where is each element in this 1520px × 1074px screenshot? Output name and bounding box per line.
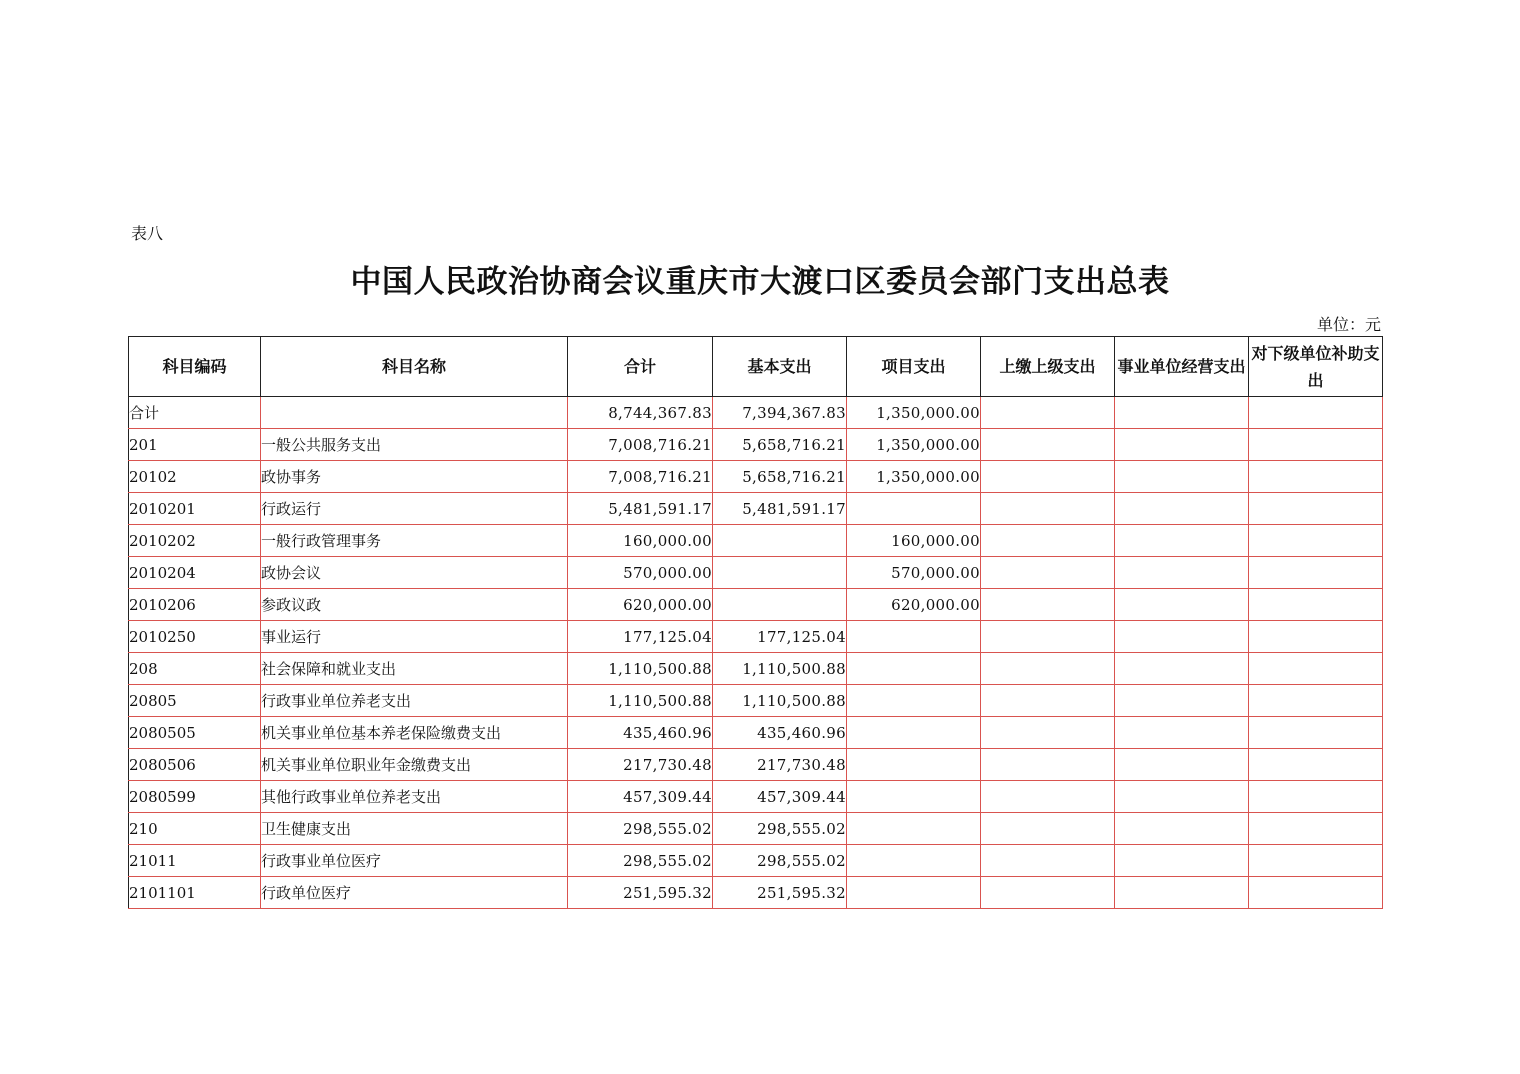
- cell-subsidy: [1249, 813, 1383, 845]
- expenditure-table: [128, 336, 1383, 909]
- cell-subsidy: [1249, 781, 1383, 813]
- table-row: [129, 685, 1383, 717]
- cell-total: 1,110,500.88: [568, 653, 713, 685]
- cell-basic: 1,110,500.88: [713, 685, 847, 717]
- table-row: [129, 461, 1383, 493]
- cell-project: [847, 493, 981, 525]
- cell-total: 298,555.02: [568, 813, 713, 845]
- cell-total: 251,595.32: [568, 877, 713, 909]
- cell-code: 2010250: [129, 621, 261, 653]
- cell-total: 620,000.00: [568, 589, 713, 621]
- cell-upper: [981, 397, 1115, 429]
- cell-basic: 1,110,500.88: [713, 653, 847, 685]
- cell-project: [847, 877, 981, 909]
- cell-subsidy: [1249, 749, 1383, 781]
- cell-subsidy: [1249, 621, 1383, 653]
- cell-project: 1,350,000.00: [847, 461, 981, 493]
- cell-business: [1115, 589, 1249, 621]
- cell-upper: [981, 429, 1115, 461]
- cell-basic: 251,595.32: [713, 877, 847, 909]
- table-row: [129, 749, 1383, 781]
- table-row: [129, 781, 1383, 813]
- cell-name: 其他行政事业单位养老支出: [261, 781, 568, 813]
- cell-subsidy: [1249, 461, 1383, 493]
- table-row: [129, 589, 1383, 621]
- cell-upper: [981, 685, 1115, 717]
- cell-business: [1115, 397, 1249, 429]
- table-row: [129, 813, 1383, 845]
- cell-subsidy: [1249, 429, 1383, 461]
- cell-business: [1115, 525, 1249, 557]
- cell-name: 一般公共服务支出: [261, 429, 568, 461]
- cell-business: [1115, 749, 1249, 781]
- cell-business: [1115, 557, 1249, 589]
- cell-subsidy: [1249, 589, 1383, 621]
- cell-name: 一般行政管理事务: [261, 525, 568, 557]
- table-row: [129, 525, 1383, 557]
- cell-basic: 5,481,591.17: [713, 493, 847, 525]
- cell-name: 机关事业单位职业年金缴费支出: [261, 749, 568, 781]
- cell-name: 政协会议: [261, 557, 568, 589]
- cell-subsidy: [1249, 653, 1383, 685]
- table-row: [129, 493, 1383, 525]
- cell-name: 行政事业单位养老支出: [261, 685, 568, 717]
- cell-total: 298,555.02: [568, 845, 713, 877]
- header-basic-expenditure: 基本支出: [713, 337, 847, 397]
- cell-total: 8,744,367.83: [568, 397, 713, 429]
- table-row: [129, 717, 1383, 749]
- cell-code: 2080506: [129, 749, 261, 781]
- cell-total: 435,460.96: [568, 717, 713, 749]
- table-row: [129, 845, 1383, 877]
- cell-basic: 177,125.04: [713, 621, 847, 653]
- cell-code: 2010204: [129, 557, 261, 589]
- cell-business: [1115, 813, 1249, 845]
- cell-basic: [713, 589, 847, 621]
- cell-total: 177,125.04: [568, 621, 713, 653]
- cell-code: 2010201: [129, 493, 261, 525]
- cell-basic: 7,394,367.83: [713, 397, 847, 429]
- cell-basic: [713, 525, 847, 557]
- cell-total: 7,008,716.21: [568, 461, 713, 493]
- cell-business: [1115, 685, 1249, 717]
- cell-upper: [981, 621, 1115, 653]
- cell-code: 201: [129, 429, 261, 461]
- cell-upper: [981, 717, 1115, 749]
- cell-name: 行政事业单位医疗: [261, 845, 568, 877]
- cell-business: [1115, 461, 1249, 493]
- cell-basic: 5,658,716.21: [713, 461, 847, 493]
- cell-subsidy: [1249, 685, 1383, 717]
- cell-project: 1,350,000.00: [847, 397, 981, 429]
- cell-code: 2010202: [129, 525, 261, 557]
- cell-code: 2101101: [129, 877, 261, 909]
- cell-project: [847, 749, 981, 781]
- table-row: [129, 557, 1383, 589]
- cell-name: 行政单位医疗: [261, 877, 568, 909]
- cell-subsidy: [1249, 845, 1383, 877]
- cell-basic: [713, 557, 847, 589]
- cell-name: 卫生健康支出: [261, 813, 568, 845]
- header-business-expenditure: 事业单位经营支出: [1115, 337, 1249, 397]
- cell-project: 1,350,000.00: [847, 429, 981, 461]
- cell-project: [847, 813, 981, 845]
- cell-code: 210: [129, 813, 261, 845]
- cell-project: 620,000.00: [847, 589, 981, 621]
- cell-business: [1115, 621, 1249, 653]
- cell-total: 457,309.44: [568, 781, 713, 813]
- cell-project: [847, 845, 981, 877]
- cell-subsidy: [1249, 397, 1383, 429]
- cell-business: [1115, 429, 1249, 461]
- cell-total: 5,481,591.17: [568, 493, 713, 525]
- cell-code: 208: [129, 653, 261, 685]
- header-subsidy-expenditure: 对下级单位补助支出: [1249, 337, 1383, 397]
- cell-name: 机关事业单位基本养老保险缴费支出: [261, 717, 568, 749]
- cell-subsidy: [1249, 717, 1383, 749]
- cell-code: 2010206: [129, 589, 261, 621]
- cell-name: 事业运行: [261, 621, 568, 653]
- cell-business: [1115, 653, 1249, 685]
- table-row: [129, 653, 1383, 685]
- cell-basic: 217,730.48: [713, 749, 847, 781]
- cell-total: 217,730.48: [568, 749, 713, 781]
- unit-label: 单位：元: [1316, 315, 1381, 334]
- cell-project: [847, 781, 981, 813]
- cell-upper: [981, 781, 1115, 813]
- cell-project: 160,000.00: [847, 525, 981, 557]
- cell-subsidy: [1249, 877, 1383, 909]
- cell-basic: 435,460.96: [713, 717, 847, 749]
- cell-basic: 298,555.02: [713, 845, 847, 877]
- cell-business: [1115, 717, 1249, 749]
- cell-business: [1115, 493, 1249, 525]
- table-row: [129, 397, 1383, 429]
- cell-business: [1115, 877, 1249, 909]
- cell-name: 社会保障和就业支出: [261, 653, 568, 685]
- table-header-row: [129, 337, 1383, 397]
- cell-code: 21011: [129, 845, 261, 877]
- cell-upper: [981, 813, 1115, 845]
- cell-total: 7,008,716.21: [568, 429, 713, 461]
- cell-business: [1115, 781, 1249, 813]
- cell-name: 参政议政: [261, 589, 568, 621]
- cell-code: 20805: [129, 685, 261, 717]
- cell-code: 合计: [129, 397, 261, 429]
- cell-code: 2080505: [129, 717, 261, 749]
- cell-subsidy: [1249, 525, 1383, 557]
- cell-upper: [981, 557, 1115, 589]
- cell-upper: [981, 749, 1115, 781]
- document-title: 中国人民政治协商会议重庆市大渡口区委员会部门支出总表: [350, 264, 1170, 300]
- cell-total: 160,000.00: [568, 525, 713, 557]
- table-label: 表八: [131, 224, 164, 243]
- cell-project: 570,000.00: [847, 557, 981, 589]
- header-total: 合计: [568, 337, 713, 397]
- cell-basic: 457,309.44: [713, 781, 847, 813]
- cell-upper: [981, 525, 1115, 557]
- cell-project: [847, 685, 981, 717]
- cell-upper: [981, 653, 1115, 685]
- cell-total: 1,110,500.88: [568, 685, 713, 717]
- table-row: [129, 429, 1383, 461]
- cell-project: [847, 621, 981, 653]
- cell-name: 政协事务: [261, 461, 568, 493]
- cell-upper: [981, 493, 1115, 525]
- cell-name: 行政运行: [261, 493, 568, 525]
- cell-project: [847, 717, 981, 749]
- cell-subsidy: [1249, 493, 1383, 525]
- cell-project: [847, 653, 981, 685]
- cell-name: [261, 397, 568, 429]
- header-project-expenditure: 项目支出: [847, 337, 981, 397]
- cell-upper: [981, 589, 1115, 621]
- table-row: [129, 621, 1383, 653]
- cell-business: [1115, 845, 1249, 877]
- cell-total: 570,000.00: [568, 557, 713, 589]
- cell-basic: 298,555.02: [713, 813, 847, 845]
- header-subject-code: 科目编码: [129, 337, 261, 397]
- header-subject-name: 科目名称: [261, 337, 568, 397]
- cell-subsidy: [1249, 557, 1383, 589]
- cell-upper: [981, 845, 1115, 877]
- cell-upper: [981, 877, 1115, 909]
- cell-code: 2080599: [129, 781, 261, 813]
- header-upper-level-expenditure: 上缴上级支出: [981, 337, 1115, 397]
- table-row: [129, 877, 1383, 909]
- cell-upper: [981, 461, 1115, 493]
- cell-basic: 5,658,716.21: [713, 429, 847, 461]
- cell-code: 20102: [129, 461, 261, 493]
